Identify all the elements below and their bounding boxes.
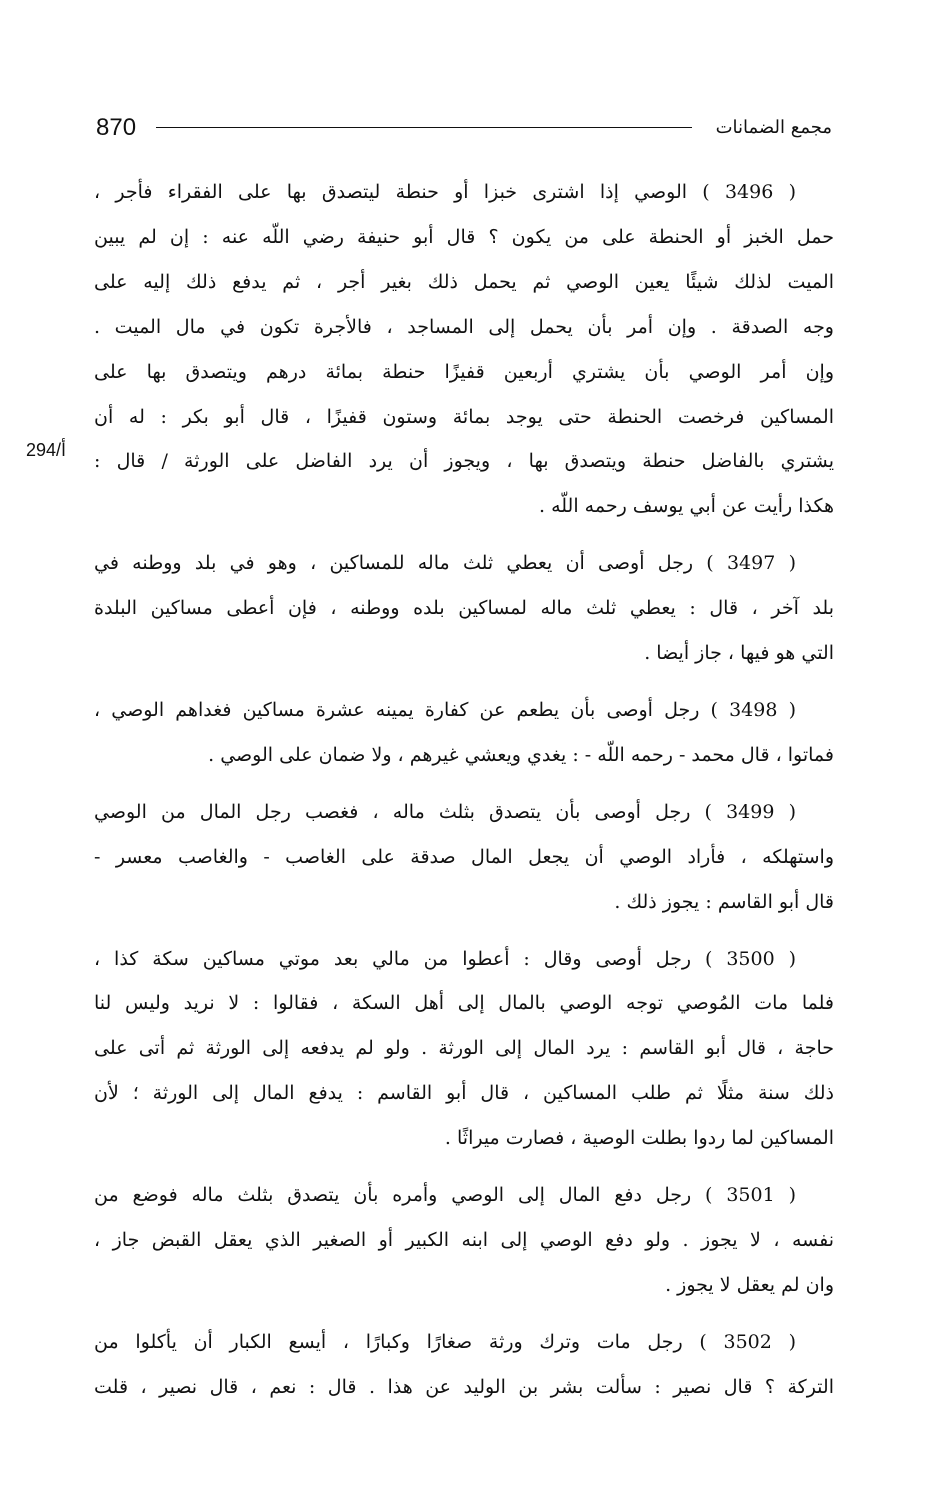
page-body xyxy=(94,170,834,1422)
text-line: ذلك سنة مثلًا ثم طلب المساكين ، قال أبو القاسم : يدفع المال إلى الورثة ؛ لأن xyxy=(94,1082,834,1105)
text-line: فماتوا ، قال محمد - رحمه اللّه - : يغدي ويعشي غيرهم ، ولا ضمان على الوصي . xyxy=(208,743,834,766)
text-line: التي هو فيها ، جاز أيضا . xyxy=(644,642,834,665)
text-line: حاجة ، قال أبو القاسم : يرد المال إلى الورثة . ولو لم يدفعه إلى الورثة ثم أتى على xyxy=(94,1037,834,1060)
page-header xyxy=(96,108,832,148)
header-rule xyxy=(156,127,692,128)
paragraph-3498 xyxy=(94,688,834,778)
text-line: وجه الصدقة . وإن أمر بأن يحمل إلى المساجد ، فالأجرة تكون في مال الميت . xyxy=(94,315,834,338)
paragraph-3496 xyxy=(94,170,834,529)
book-title: مجمع الضمانات xyxy=(715,117,832,138)
text-line: قال أبو القاسم : يجوز ذلك . xyxy=(614,890,834,913)
text-line: ( 3498 ) رجل أوصى بأن يطعم عن كفارة يمينه عشرة مساكين فغداهم الوصي ، xyxy=(94,698,796,721)
text-line: هكذا رأيت عن أبي يوسف رحمه اللّه . xyxy=(538,495,834,518)
text-line: ( 3500 ) رجل أوصى وقال : أعطوا من مالي بعد موتي مساكين سكة كذا ، xyxy=(94,947,797,970)
text-line: وان لم يعقل لا يجوز . xyxy=(665,1273,834,1296)
text-line: ( 3497 ) رجل أوصى أن يعطي ثلث ماله للمساكين ، وهو في بلد ووطنه في xyxy=(94,552,796,575)
text-line: فلما مات المُوصي توجه الوصي بالمال إلى أهل السكة ، فقالوا : لا نريد وليس لنا xyxy=(94,992,834,1015)
text-line: نفسه ، لا يجوز . ولو دفع الوصي إلى ابنه الكبير أو الصغير الذي يعقل القبض جاز ، xyxy=(94,1228,834,1251)
text-line: ( 3501 ) رجل دفع المال إلى الوصي وأمره بأن يتصدق بثلث ماله فوضع من xyxy=(94,1184,797,1207)
paragraph-3501 xyxy=(94,1173,834,1308)
text-line: ( 3499 ) رجل أوصى بأن يتصدق بثلث ماله ، فغصب رجل المال من الوصي xyxy=(94,800,797,823)
text-line: يشتري بالفاضل حنطة ويتصدق بها ، ويجوز أن يرد الفاضل على الورثة / قال : xyxy=(94,450,834,473)
text-line: المساكين لما ردوا بطلت الوصية ، فصارت ميراثًا . xyxy=(444,1127,834,1150)
folio-margin-note: 294/أ xyxy=(26,440,67,460)
text-line: ( 3496 ) الوصي إذا اشترى خبزا أو حنطة ليتصدق بها على الفقراء فأجر ، xyxy=(94,181,797,203)
text-line: واستهلكه ، فأراد الوصي أن يجعل المال صدقة على الغاصب - والغاصب معسر - xyxy=(94,845,834,868)
text-line: بلد آخر ، قال : يعطي ثلث ماله لمساكين بلده ووطنه ، فإن أعطى مساكين البلدة xyxy=(94,597,834,620)
text-line: وإن أمر الوصي بأن يشتري أربعين قفيزًا حنطة بمائة درهم ويتصدق بها على xyxy=(94,360,834,383)
paragraph-3502 xyxy=(94,1320,834,1410)
page-number: 870 xyxy=(96,114,137,141)
paragraph-3497 xyxy=(94,541,834,676)
text-line: المساكين فرخصت الحنطة حتى يوجد بمائة وستون قفيزًا ، قال أبو بكر : له أن xyxy=(94,405,834,428)
paragraph-3500 xyxy=(94,937,834,1162)
paragraph-3499 xyxy=(94,790,834,925)
text-line: الميت لذلك شيئًا يعين الوصي ثم يحمل ذلك بغير أجر ، ثم يدفع ذلك إليه على xyxy=(94,270,834,293)
text-line: التركة ؟ قال نصير : سألت بشر بن الوليد عن هذا . قال : نعم ، قال نصير ، قلت xyxy=(94,1375,834,1398)
text-line: حمل الخبز أو الحنطة على من يكون ؟ قال أبو حنيفة رضي اللّه عنه : إن لم يبين xyxy=(94,225,834,248)
text-line: ( 3502 ) رجل مات وترك ورثة صغارًا وكبارًا ، أيسع الكبار أن يأكلوا من xyxy=(94,1330,796,1353)
